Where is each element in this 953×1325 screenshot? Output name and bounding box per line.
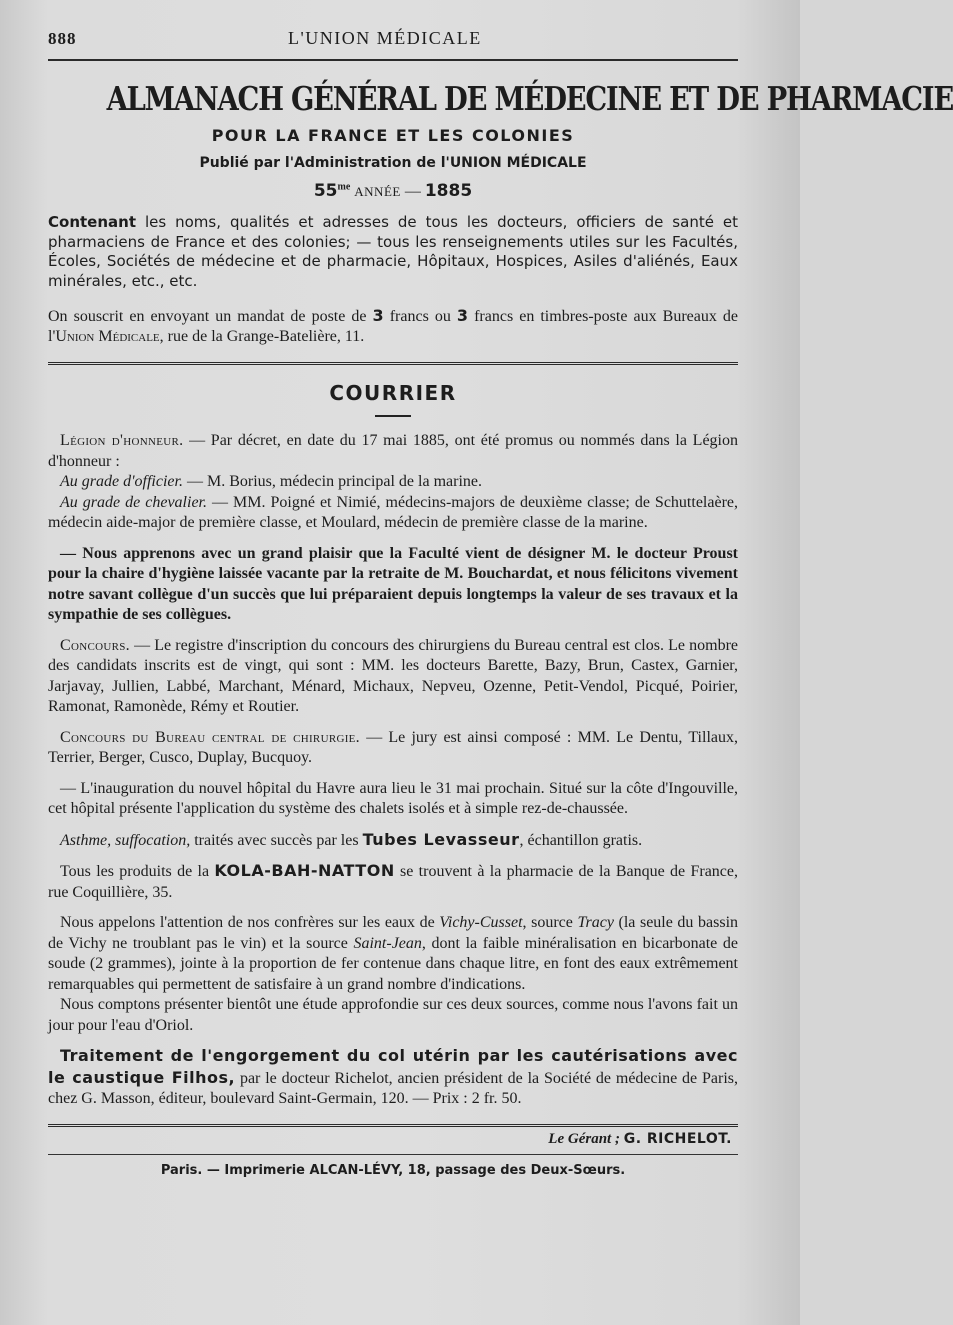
courrier-section bbox=[48, 381, 738, 820]
officier-label: Au grade d'officier. bbox=[60, 473, 183, 490]
asthme-end: , échantillon gratis. bbox=[519, 831, 643, 849]
order-text-2: francs ou bbox=[383, 308, 457, 325]
order-amount-1: 3 bbox=[372, 306, 384, 325]
contents-lead: Contenant bbox=[48, 213, 136, 231]
vichy-text-1: Nous appelons l'attention de nos confrères sur les eaux de bbox=[60, 914, 440, 931]
almanac-subtitle: POUR LA FRANCE ET LES COLONIES bbox=[211, 126, 575, 145]
almanac-edition bbox=[48, 181, 738, 201]
chevalier-paragraph bbox=[48, 493, 738, 534]
bureau-paragraph bbox=[48, 728, 738, 769]
footer-rule bbox=[48, 1124, 738, 1127]
edition-ordinal: me bbox=[337, 181, 351, 193]
traitement-ad bbox=[48, 1046, 738, 1110]
vichy-text-2: , source bbox=[522, 914, 578, 931]
legion-paragraph bbox=[48, 431, 738, 472]
vichy-saint-jean: Saint-Jean bbox=[353, 934, 422, 952]
concours-text: — Le registre d'inscription du concours des chirurgiens du Bureau central est clos. Le nombre des candidats inscrits est de vingt, qui sont : MM. les docteurs Barette, Bazy, Brun, Castex, Garnier, Jarjavay, Jullien, Labbé, Marchant, Ménard, Michaux, Nepveu, Ozenne, Petit-Vendol, Picqué, Poirier, Ramonat, Ramonède, Rémy et Routier. bbox=[48, 636, 738, 715]
bureau-label: Concours du Bureau central de chirurgie. bbox=[60, 728, 360, 746]
header-rule bbox=[48, 59, 738, 61]
order-journal-name: Union Médicale bbox=[55, 327, 160, 345]
legion-label: Légion d'honneur. bbox=[60, 432, 184, 449]
section-double-rule bbox=[48, 362, 738, 365]
concours-paragraph bbox=[48, 636, 738, 718]
edition-separator: — bbox=[400, 183, 425, 200]
vichy-text-3: (la seule du bassin de Vichy ne troublant pas le vin) et la source bbox=[48, 914, 739, 952]
legion-text: — Par décret, en date du 17 mai 1885, ont été promus ou nommés dans la Légion d'honneur : bbox=[48, 432, 739, 470]
asthme-italic: Asthme, suffocation, bbox=[60, 831, 191, 849]
kola-ad bbox=[48, 861, 738, 903]
kola-text-1: Tous les produits de la bbox=[60, 863, 215, 880]
journal-title: L'UNION MÉDICALE bbox=[288, 28, 482, 48]
edition-number: 55 bbox=[313, 181, 338, 201]
traitement-text: par le docteur Richelot, ancien président de la Société de médecine de Paris, chez G. Masson, éditeur, boulevard Saint-Germain, 120. — Prix : 2 fr. 50. bbox=[48, 1069, 738, 1107]
imprint-line: Paris. — Imprimerie ALCAN-LÉVY, 18, passage des Deux-Sœurs. bbox=[160, 1162, 626, 1178]
concours-label: Concours. bbox=[60, 636, 130, 654]
vichy-followup: Nous comptons présenter bientôt une étude approfondie sur ces deux sources, comme nous l'avons fait un jour pour l'eau d'Oriol. bbox=[48, 996, 738, 1034]
almanac-advert bbox=[48, 79, 953, 346]
almanac-title: ALMANACH GÉNÉRAL DE MÉDECINE ET DE PHARMACIE bbox=[106, 79, 953, 118]
havre-paragraph: — L'inauguration du nouvel hôpital du Havre aura lieu le 31 mai prochain. Situé sur la côte d'Ingouville, cet hôpital présente l'application du système des chalets isolés et à simple rez-de-chaussée. bbox=[48, 779, 738, 817]
almanac-publisher: Publié par l'Administration de l'UNION MÉDICALE bbox=[199, 155, 587, 171]
gerant-label: Le Gérant ; bbox=[548, 1130, 620, 1147]
edition-word: ANNÉE bbox=[354, 184, 401, 199]
chevalier-text: — MM. Poigné et Nimié, médecins-majors de deuxième classe; de Schuttelaère, médecin aide-major de première classe, et Moulard, médecin de première classe de la marine. bbox=[48, 493, 738, 531]
almanac-order bbox=[48, 306, 738, 346]
running-head bbox=[48, 28, 738, 49]
asthme-text: traités avec succès par les bbox=[190, 831, 363, 849]
gerant-name: G. RICHELOT. bbox=[623, 1130, 732, 1147]
heading-rule bbox=[375, 415, 411, 417]
traitement-title: Traitement de l'engorgement du col utérin par les cautérisations avec le caustique Filhos, bbox=[48, 1046, 738, 1087]
officier-paragraph bbox=[48, 472, 738, 493]
vichy-cusset: Vichy-Cusset bbox=[439, 914, 523, 931]
order-text-4: , rue de la Grange-Batelière, 11. bbox=[159, 327, 365, 345]
section-heading: COURRIER bbox=[329, 381, 457, 405]
vichy-ad bbox=[48, 913, 738, 995]
proust-paragraph: — Nous apprenons avec un grand plaisir que la Faculté vient de désigner M. le docteur Proust pour la chaire d'hygiène laissée vacante par la retraite de M. Bouchardat, et nous félicitons vivement notre savant collègue d'un succès que lui préparaient depuis longtemps la valeur de ses travaux et la sympathie de ses collègues. bbox=[48, 544, 738, 623]
asthme-ad bbox=[48, 830, 738, 852]
imprint-rule bbox=[48, 1154, 738, 1155]
contents-text: les noms, qualités et adresses de tous les docteurs, officiers de santé et pharmaciens de France et des colonies; — tous les renseignements utiles sur les Facultés, Écoles, Sociétés de médecine et de pharmacie, Hôpitaux, Hospices, Asiles d'aliénés, Eaux minérales, etc., etc. bbox=[48, 213, 738, 290]
vichy-tracy: Tracy bbox=[577, 914, 614, 931]
advertisements bbox=[48, 830, 738, 1110]
order-text-3: francs en timbres-poste aux Bureaux de l' bbox=[48, 308, 738, 345]
kola-name: KOLA-BAH-NATTON bbox=[214, 861, 395, 880]
officier-text: — M. Borius, médecin principal de la marine. bbox=[182, 473, 482, 490]
tubes-levasseur: Tubes Levasseur bbox=[362, 829, 520, 849]
order-text-1: On souscrit en envoyant un mandat de poste de bbox=[48, 308, 373, 325]
chevalier-label: Au grade de chevalier. bbox=[60, 493, 207, 511]
gerant-line bbox=[48, 1131, 738, 1148]
bureau-text: — Le jury est ainsi composé : MM. Le Dentu, Tillaux, Terrier, Berger, Cusco, Duplay, Bucquoy. bbox=[48, 728, 738, 766]
vichy-text-4: , dont la faible minéralisation en bicarbonate de soude (2 grammes), jointe à la proportion de fer contenue dans chaque litre, en font des eaux extrêmement remarquables qui permettent de satisfaire à un grand nombre d'indications. bbox=[48, 934, 738, 993]
almanac-contents bbox=[48, 213, 738, 291]
kola-text-2: se trouvent à la pharmacie de la Banque de France, rue Coquillière, 35. bbox=[48, 863, 739, 901]
order-amount-2: 3 bbox=[456, 306, 469, 325]
edition-year: 1885 bbox=[424, 181, 473, 201]
page-number: 888 bbox=[48, 29, 77, 48]
